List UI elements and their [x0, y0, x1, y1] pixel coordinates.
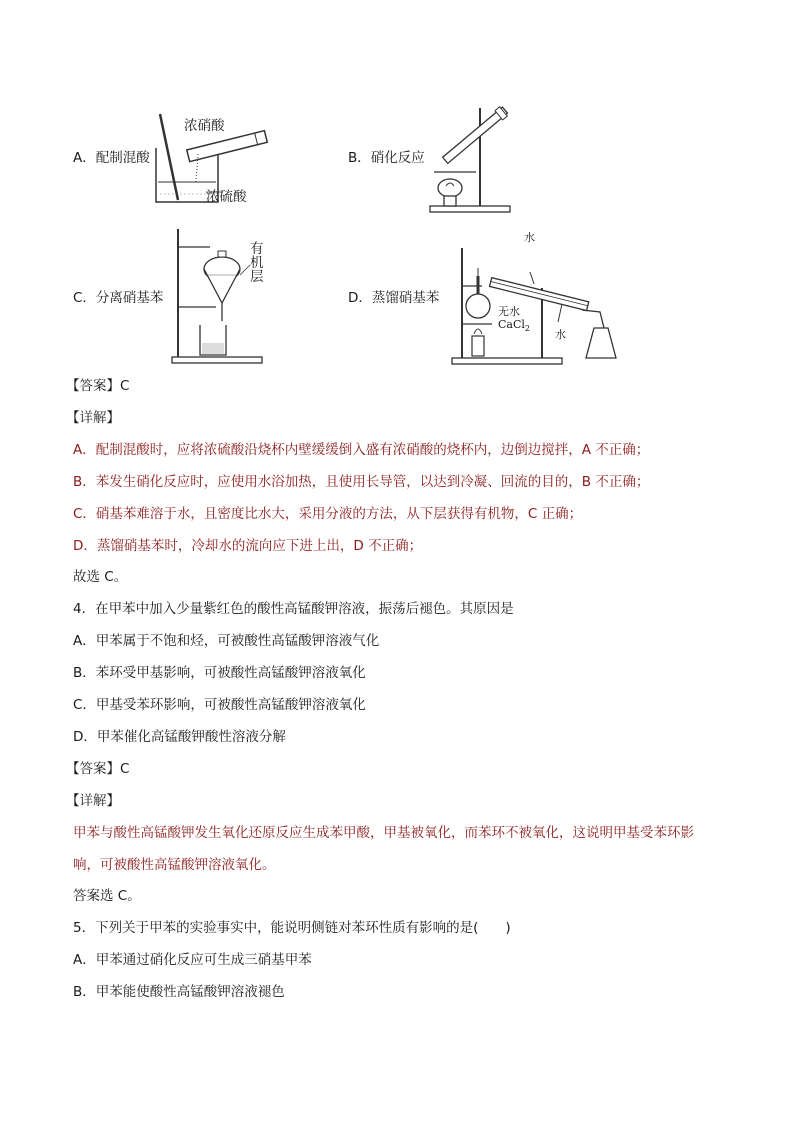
q4-explain-line1: 甲苯与酸性高锰酸钾发生氧化还原反应生成苯甲酸，甲基被氧化，而苯环不被氧化，这说明甲基受苯环影	[73, 825, 694, 841]
q4-explain-line2: 响，可被酸性高锰酸钾溶液氧化。	[73, 857, 276, 873]
option-d-label: D．蒸馏硝基苯	[348, 290, 440, 306]
q3-answer-tag: 【答案】C	[66, 378, 130, 394]
q3-explain-a: A．配制混酸时，应将浓硫酸沿烧杯内壁缓缓倒入盛有浓硝酸的烧杯内，边倒边搅拌，A 不正确；	[73, 442, 650, 458]
q4-detail-tag: 【详解】	[66, 793, 120, 809]
q4-option-b: B．苯环受甲基影响，可被酸性高锰酸钾溶液氧化	[73, 665, 366, 681]
q5-option-a: A．甲苯通过硝化反应可生成三硝基甲苯	[73, 952, 312, 968]
apparatus-b-nitration	[420, 100, 520, 215]
option-a-label: A．配制混酸	[73, 150, 150, 166]
label-water-in-top: 水	[524, 231, 535, 244]
q5-option-b: B．甲苯能使酸性高锰酸钾溶液褪色	[73, 984, 285, 1000]
option-c-label: C．分离硝基苯	[73, 290, 164, 306]
label-organic-2: 机	[250, 255, 264, 271]
label-organic-3: 层	[250, 269, 264, 285]
q4-conclusion: 答案选 C。	[73, 888, 141, 904]
q3-conclusion: 故选 C。	[73, 569, 128, 585]
q3-explain-c: C．硝基苯难溶于水，且密度比水大，采用分液的方法，从下层获得有机物，C 正确；	[73, 506, 583, 522]
label-anhydrous: 无水	[498, 305, 520, 318]
q4-option-d: D．甲苯催化高锰酸钾酸性溶液分解	[73, 729, 286, 745]
q4-option-c: C．甲基受苯环影响，可被酸性高锰酸钾溶液氧化	[73, 697, 366, 713]
q3-detail-tag: 【详解】	[66, 410, 120, 426]
option-b-label: B．硝化反应	[348, 150, 425, 166]
q3-explain-d: D．蒸馏硝基苯时，冷却水的流向应下进上出，D 不正确；	[73, 538, 423, 554]
q4-answer-tag: 【答案】C	[66, 761, 130, 777]
q4-option-a: A．甲苯属于不饱和烃，可被酸性高锰酸钾溶液气化	[73, 633, 380, 649]
q3-explain-b: B．苯发生硝化反应时，应使用水浴加热，且使用长导管，以达到冷凝、回流的目的，B 不正确；	[73, 474, 650, 490]
q4-stem: 4．在甲苯中加入少量紫红色的酸性高锰酸钾溶液，振荡后褪色。其原因是	[73, 601, 514, 617]
label-water-bottom: 水	[555, 328, 566, 341]
label-nitric-acid: 浓硝酸	[184, 118, 225, 134]
q5-stem: 5．下列关于甲苯的实验事实中，能说明侧链对苯环性质有影响的是( )	[73, 920, 511, 936]
apparatus-d-distillation	[442, 228, 622, 368]
label-sulfuric-acid: 浓硫酸	[206, 189, 247, 205]
label-organic-1: 有	[250, 241, 264, 257]
label-cacl2: CaCl$_2$	[498, 318, 531, 334]
